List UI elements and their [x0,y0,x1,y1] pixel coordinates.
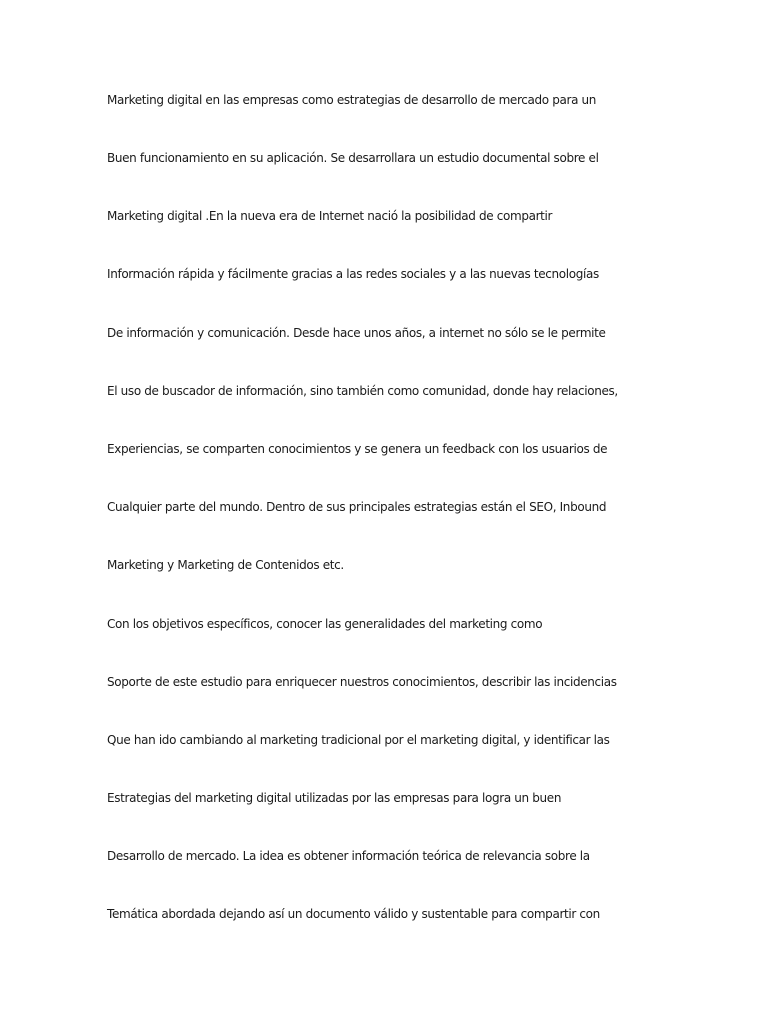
text-line: Marketing digital en las empresas como estrategias de desarrollo de mercado para un [107,93,597,107]
text-line: Marketing y Marketing de Contenidos etc. [107,558,344,572]
text-line: Buen funcionamiento en su aplicación. Se desarrollara un estudio documental sobre el [107,151,599,165]
text-line: Soporte de este estudio para enriquecer nuestros conocimientos, describir las incidencias [107,675,617,689]
text-line: Estrategias del marketing digital utilizadas por las empresas para logra un buen [107,791,562,805]
text-line: El uso de buscador de información, sino también como comunidad, donde hay relaciones, [107,384,618,398]
text-line: Información rápida y fácilmente gracias a las redes sociales y a las nuevas tecnologías [107,267,599,281]
text-line: Desarrollo de mercado. La idea es obtener información teórica de relevancia sobre la [107,849,590,863]
text-line: Marketing digital .En la nueva era de Internet nació la posibilidad de compartir [107,209,553,223]
text-line: Que han ido cambiando al marketing tradicional por el marketing digital, y identificar las [107,733,610,747]
text-line: Cualquier parte del mundo. Dentro de sus principales estrategias están el SEO, Inbound [107,500,607,514]
text-line: Temática abordada dejando así un documento válido y sustentable para compartir con [107,907,600,921]
text-line: De información y comunicación. Desde hace unos años, a internet no sólo se le permite [107,326,606,340]
text-line: Con los objetivos específicos, conocer las generalidades del marketing como [107,617,543,631]
text-line: Experiencias, se comparten conocimientos y se genera un feedback con los usuarios de [107,442,608,456]
